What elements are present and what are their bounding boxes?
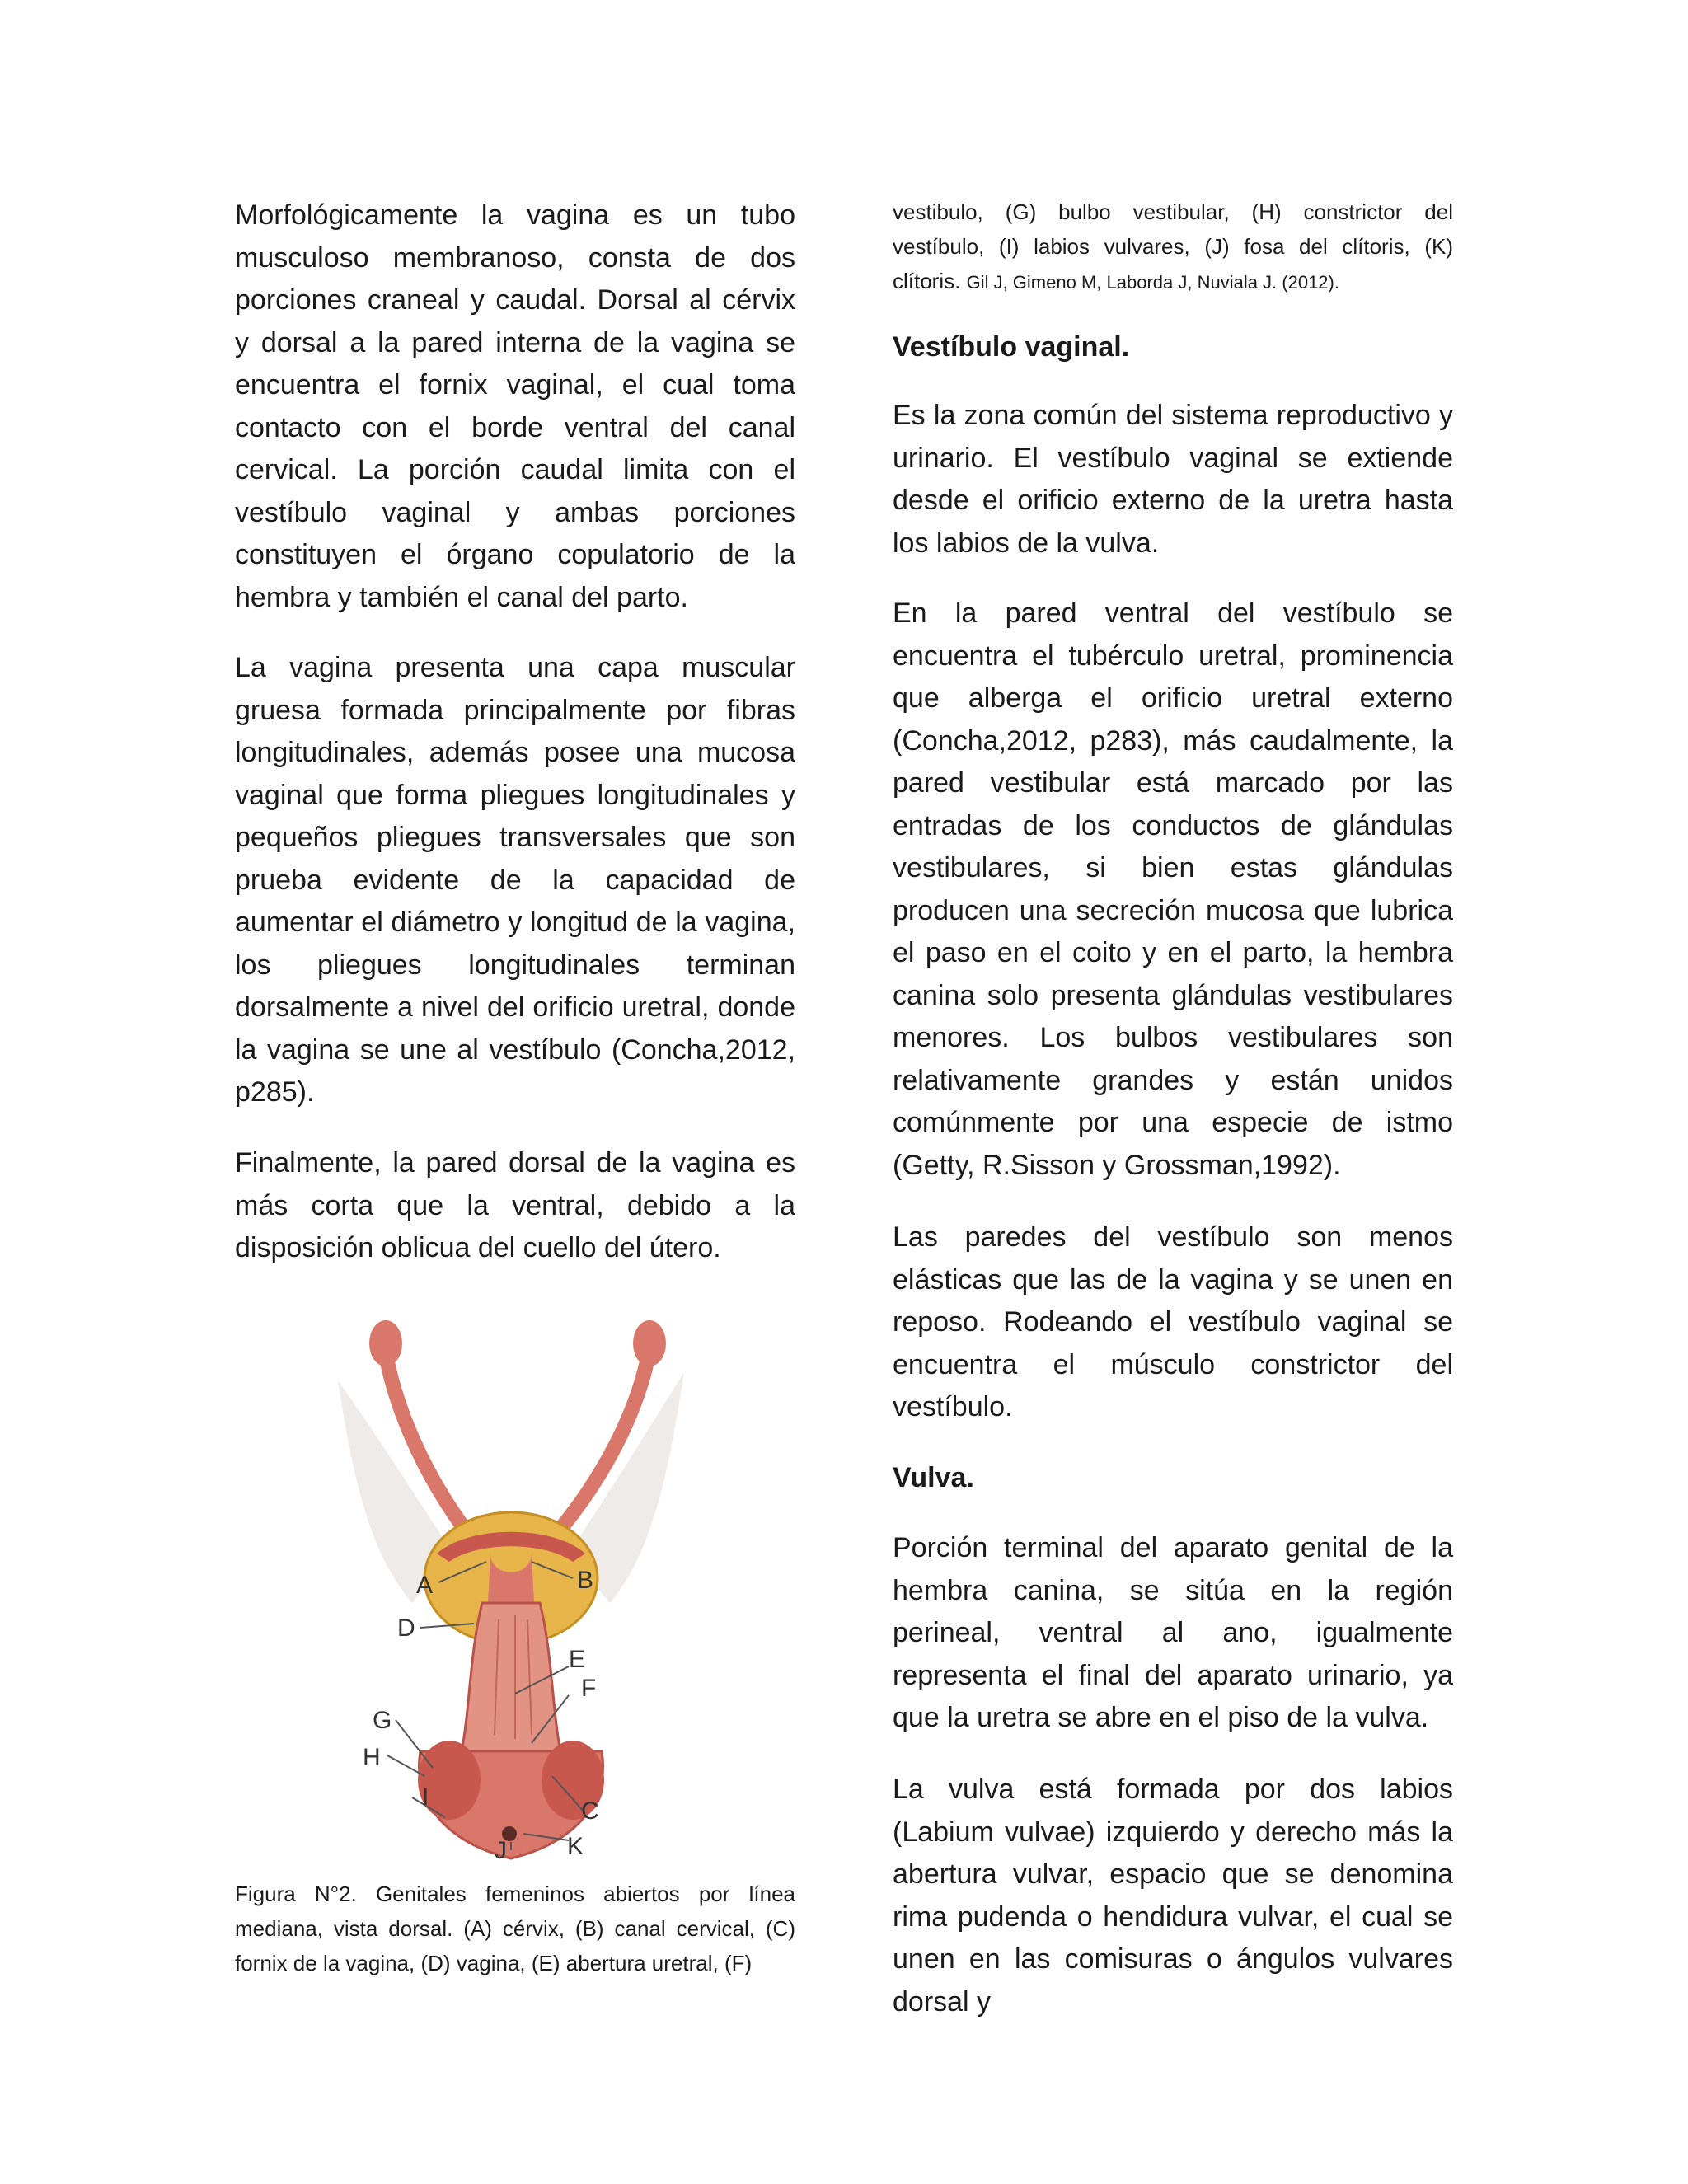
figure-label-k: K xyxy=(567,1833,584,1860)
ovary-right xyxy=(633,1320,666,1366)
paragraph-vestibule-wall: En la pared ventral del vestíbulo se encuentra el tubérculo uretral, prominencia que alberga el orificio uretral externo (Concha,2012, p283), más caudalmente, la pared vestibular está marcado por las entradas de los conductos de glándulas vestibulares, si bien estas glándulas producen una secreción mucosa que lubrica el paso en el coito y en el parto, la hembra canina solo presenta glándulas vestibulares menores. Los bulbos vestibulares son relativamente grandes y están unidos comúnmente por una especie de istmo (Getty, R.Sisson y Grossman,1992). xyxy=(893,598,1453,1181)
ovary-left xyxy=(369,1320,402,1366)
figure-label-f: F xyxy=(581,1675,597,1702)
paragraph-morphology: Morfológicamente la vagina es un tubo musculoso membranoso, consta de dos porciones craneal y caudal. Dorsal al cérvix y dorsal a la pared interna de la vagina se encuentra el fornix vaginal, el cual toma contacto con el borde ventral del canal cervical. La porción caudal limita con el vestíbulo vaginal y ambas porciones constituyen el órgano copulatorio de la hembra y también el canal del parto. xyxy=(235,199,795,613)
figure-caption-end xyxy=(893,194,1453,300)
paragraph-vulva-location: Porción terminal del aparato genital de la hembra canina, se sitúa en la región perineal, ventral al ano, igualmente representa el final del aparato urinario, ya que la uretra se abre en el piso de la vulva. xyxy=(893,1532,1453,1733)
figure-caption-start: Figura N°2. Genitales femeninos abiertos por línea mediana, vista dorsal. (A) cérvix, (B) canal cervical, (C) fornix de la vagina, (D) vagina, (E) abertura uretral, (F) xyxy=(235,1882,795,1975)
figure-label-b: B xyxy=(577,1567,594,1594)
paragraph-vestibule-walls-elastic: Las paredes del vestíbulo son menos elásticas que las de la vagina y se unen en reposo. Rodeando el vestíbulo vaginal se encuentra el músculo constrictor del vestíbulo. xyxy=(893,1221,1453,1422)
figure-label-i: I xyxy=(422,1783,429,1811)
paragraph-vestibule-definition: Es la zona común del sistema reproductivo y urinario. El vestíbulo vaginal se extiende desde el orificio externo de la uretra hasta los labios de la vulva. xyxy=(893,400,1453,559)
paragraph-muscular-layer: La vagina presenta una capa muscular gruesa formada principalmente por fibras longitudinales, además posee una mucosa vaginal que forma pliegues longitudinales y pequeños pliegues transversales que son prueba evidente de la capacidad de aumentar el diámetro y longitud de la vagina, los pliegues longitudinales terminan dorsalmente a nivel del orificio uretral, donde la vagina se une al vestíbulo (Concha,2012, p285). xyxy=(235,652,795,1108)
figure-label-a: A xyxy=(416,1572,434,1599)
figure-label-h: H xyxy=(363,1744,381,1771)
figure-label-g: G xyxy=(373,1707,392,1734)
paragraph-dorsal-wall: Finalmente, la pared dorsal de la vagina es más corta que la ventral, debido a la disposición oblicua del cuello del útero. xyxy=(235,1147,795,1263)
caption-reference: Gil J, Gimeno M, Laborda J, Nuviala J. (2012). xyxy=(966,272,1339,293)
figure-label-e: E xyxy=(569,1646,586,1673)
paragraph-vulva-structure: La vulva está formada por dos labios (Labium vulvae) izquierdo y derecho más la abertura vulvar, espacio que se denomina rima pudenda o hendidura vulvar, el cual se unen en las comisuras o ángulos vulvares dorsal y xyxy=(893,1774,1453,2018)
heading-vestibulo-vaginal: Vestíbulo vaginal. xyxy=(893,331,1130,363)
figure-label-d: D xyxy=(397,1615,415,1642)
figure-label-c: C xyxy=(581,1797,599,1825)
figure-label-j: J xyxy=(495,1837,507,1864)
vagina-body xyxy=(462,1603,560,1751)
genital-anatomy-figure xyxy=(321,1306,701,1867)
heading-vulva: Vulva. xyxy=(893,1462,974,1493)
caption-text: vestibulo, (G) bulbo vestibular, (H) constrictor del vestíbulo, (I) labios vulvares, (J) fosa del clítoris, (K) clítoris. xyxy=(893,199,1453,293)
